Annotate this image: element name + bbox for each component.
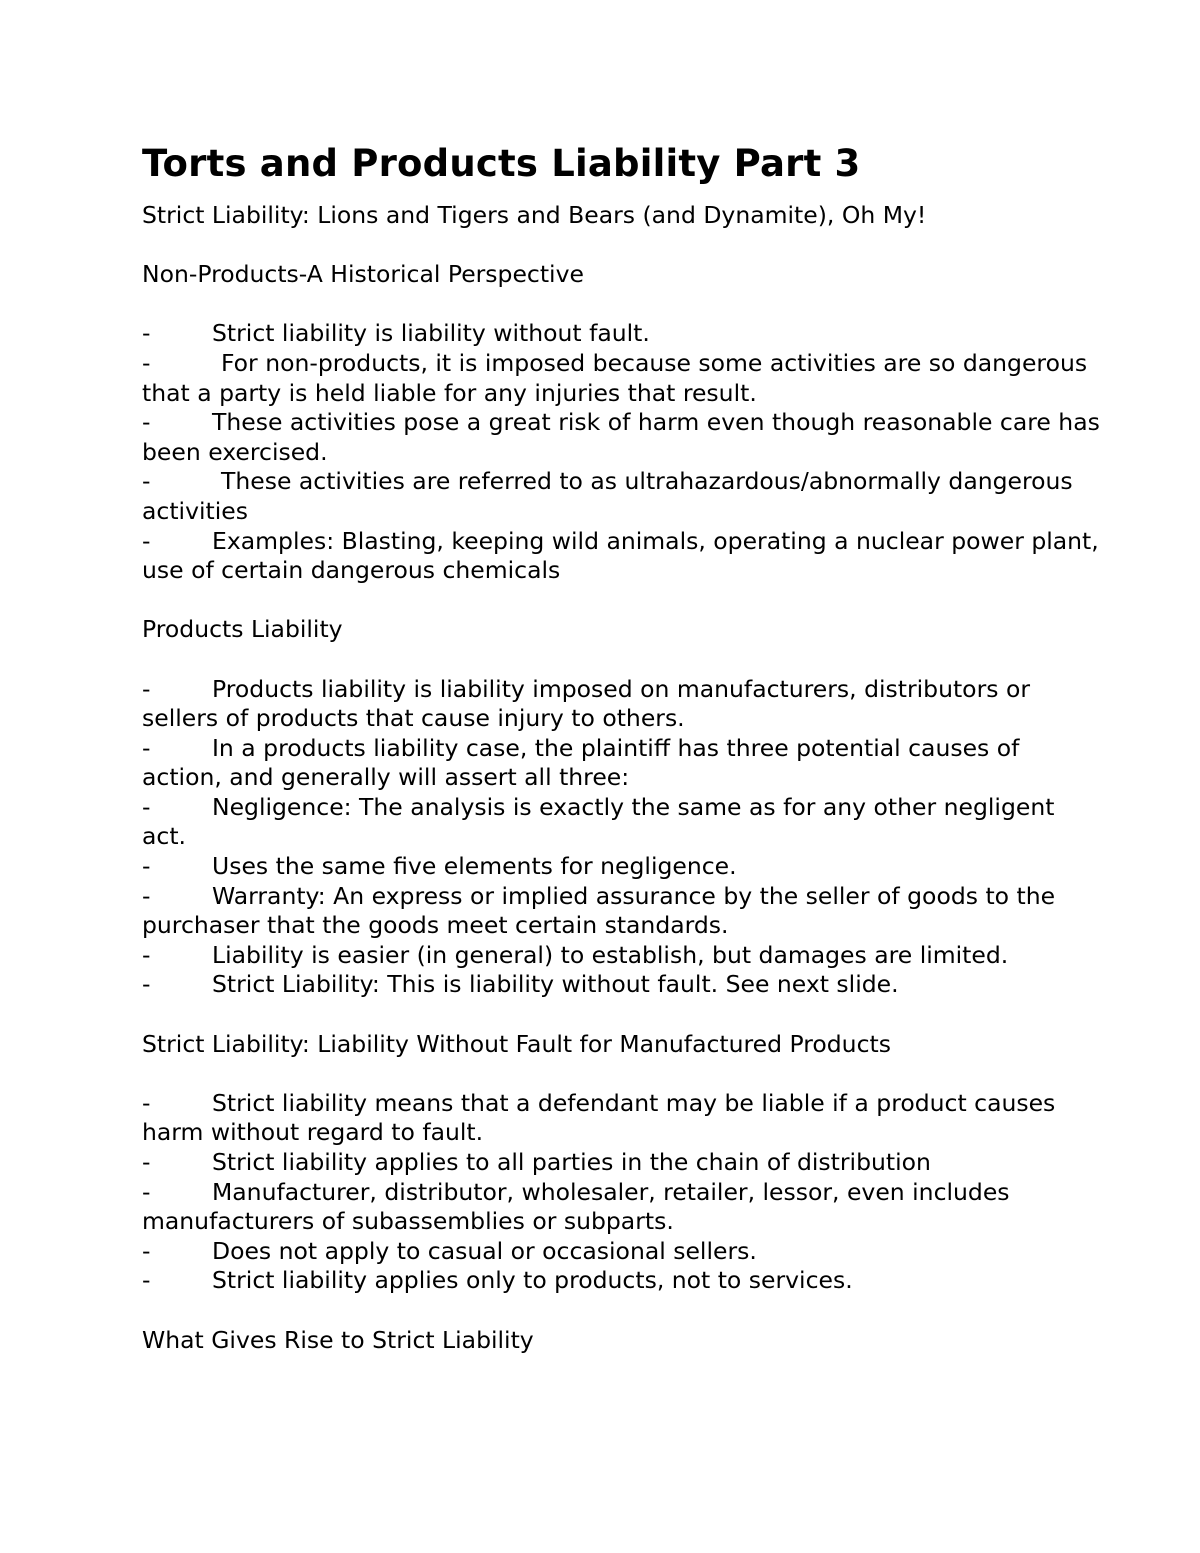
bullet-dash: - <box>142 792 151 821</box>
bullet-dash: - <box>142 467 151 496</box>
bullet-text: Manufacturer, distributor, wholesaler, retailer, lessor, even includes manufacturers of subassemblies or subparts. <box>142 1177 1010 1236</box>
bullet-text: These activities are referred to as ultrahazardous/abnormally dangerous activities <box>142 467 1073 525</box>
bullet-item <box>142 408 1100 467</box>
spacer <box>142 1000 1100 1030</box>
bullet-dash: - <box>142 1236 151 1265</box>
document-title: Torts and Products Liability Part 3 <box>142 142 861 185</box>
bullet-item <box>142 1237 1100 1267</box>
section-heading-non-products: Non-Products-A Historical Perspective <box>142 260 584 289</box>
section-heading-strict-liability-products: Strict Liability: Liability Without Fault for Manufactured Products <box>142 1029 891 1058</box>
bullet-text: Does not apply to casual or occasional sellers. <box>212 1236 757 1265</box>
bullet-text: Strict liability applies to all parties in the chain of distribution <box>212 1148 931 1176</box>
bullet-dash: - <box>142 1148 151 1176</box>
bullet-dash: - <box>142 1088 151 1117</box>
bullet-item <box>142 467 1100 526</box>
bullet-dash: - <box>142 1177 151 1206</box>
document-subtitle: Strict Liability: Lions and Tigers and Bears (and Dynamite), Oh My! <box>142 201 927 229</box>
spacer <box>142 645 1100 675</box>
bullet-text: Liability is easier (in general) to establish, but damages are limited. <box>212 940 1009 969</box>
section-heading-what-gives-rise: What Gives Rise to Strict Liability <box>142 1325 534 1354</box>
spacer <box>142 231 1100 261</box>
bullet-item <box>142 527 1100 586</box>
bullet-item <box>142 319 1100 349</box>
bullet-text: Products liability is liability imposed on manufacturers, distributors or sellers of products that cause injury to others. <box>142 674 1030 733</box>
bullet-text: These activities pose a great risk of harm even though reasonable care has been exercised. <box>142 408 1100 466</box>
bullet-item <box>142 941 1100 971</box>
bullet-text: Negligence: The analysis is exactly the same as for any other negligent act. <box>142 792 1055 851</box>
bullet-dash: - <box>142 319 151 348</box>
bullet-text: In a products liability case, the plaintiff has three potential causes of action, and generally will assert all three: <box>142 733 1020 792</box>
bullet-dash: - <box>142 733 151 762</box>
bullet-dash: - <box>142 348 151 377</box>
bullet-item <box>142 970 1100 1000</box>
bullet-dash: - <box>142 881 151 910</box>
bullet-dash: - <box>142 526 151 555</box>
bullet-item <box>142 1148 1100 1178</box>
spacer <box>142 586 1100 616</box>
bullet-item <box>142 1178 1100 1237</box>
bullet-text: Strict Liability: This is liability without fault. See next slide. <box>212 970 899 999</box>
bullet-text: Strict liability means that a defendant may be liable if a product causes harm without regard to fault. <box>142 1088 1056 1147</box>
bullet-item <box>142 882 1100 941</box>
bullet-dash: - <box>142 1266 151 1295</box>
section-heading-products-liability: Products Liability <box>142 615 343 644</box>
bullet-text: Uses the same five elements for negligence. <box>212 852 737 881</box>
bullet-item <box>142 675 1100 734</box>
bullet-dash: - <box>142 408 151 437</box>
bullet-item <box>142 349 1100 408</box>
bullet-text: Strict liability applies only to products, not to services. <box>212 1266 853 1295</box>
bullet-text: For non-products, it is imposed because some activities are so dangerous that a party is held liable for any injuries that result. <box>142 348 1088 407</box>
bullet-text: Warranty: An express or implied assurance by the seller of goods to the purchaser that the goods meet certain standards. <box>142 881 1056 940</box>
bullet-item <box>142 734 1100 793</box>
bullet-item <box>142 852 1100 882</box>
bullet-dash: - <box>142 940 151 969</box>
bullet-text: Strict liability is liability without fault. <box>212 319 650 348</box>
bullet-dash: - <box>142 970 151 999</box>
bullet-dash: - <box>142 674 151 703</box>
bullet-dash: - <box>142 852 151 881</box>
spacer <box>142 290 1100 320</box>
bullet-item <box>142 793 1100 852</box>
spacer <box>142 1059 1100 1089</box>
bullet-item <box>142 1266 1100 1296</box>
spacer <box>142 1296 1100 1326</box>
bullet-item <box>142 1089 1100 1148</box>
bullet-text: Examples: Blasting, keeping wild animals, operating a nuclear power plant, use of certain dangerous chemicals <box>142 526 1099 585</box>
